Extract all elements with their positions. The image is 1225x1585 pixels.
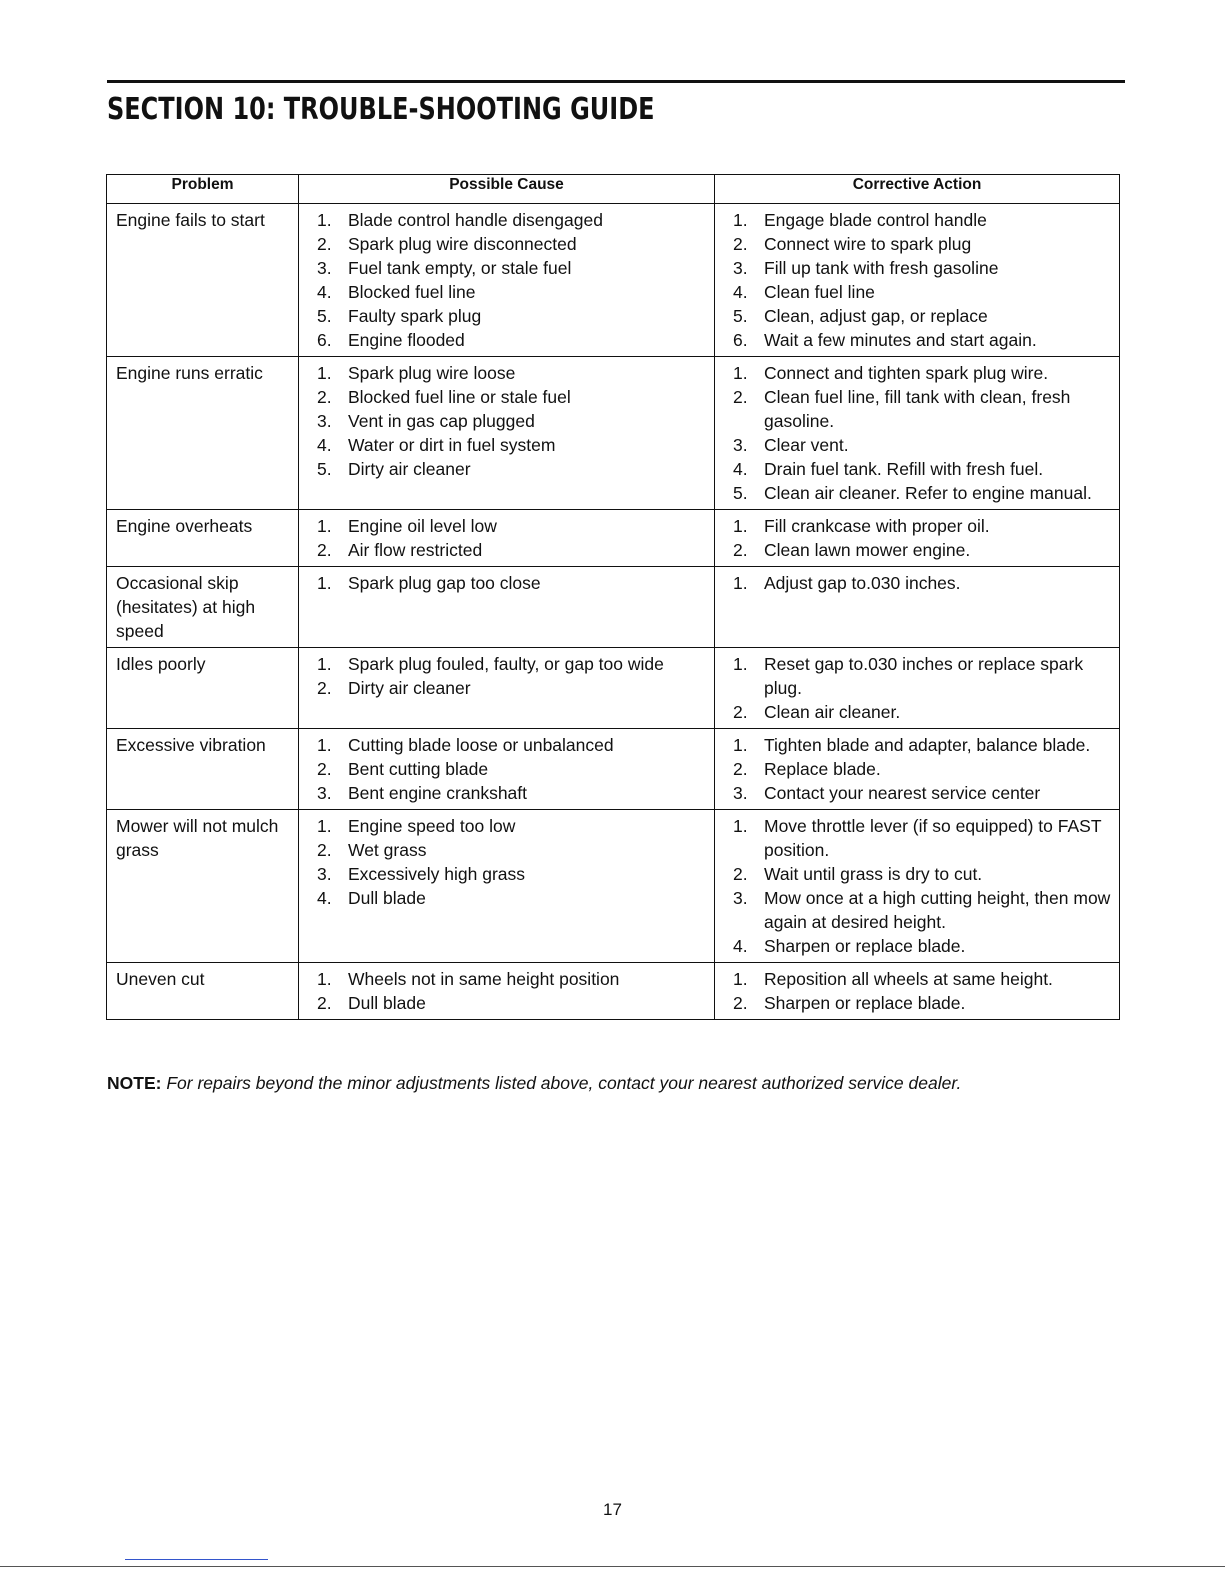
note-label: NOTE:	[107, 1073, 162, 1093]
cause-item	[308, 409, 708, 433]
step-number: 2.	[733, 234, 748, 254]
note-text: For repairs beyond the minor adjustments listed above, contact your nearest authorized service dealer.	[166, 1073, 962, 1093]
action-cell	[715, 567, 1120, 648]
step-number: 1.	[317, 969, 332, 989]
action-cell	[715, 963, 1120, 1020]
step-number: 6.	[733, 330, 748, 350]
cause-text: Dirty air cleaner	[348, 678, 471, 698]
step-number: 1.	[733, 573, 748, 593]
cause-item	[308, 838, 708, 862]
step-number: 1.	[317, 735, 332, 755]
step-number: 4.	[317, 888, 332, 908]
cause-text: Spark plug fouled, faulty, or gap too wide	[348, 654, 664, 674]
action-item	[724, 700, 1113, 724]
action-text: Mow once at a high cutting height, then mow again at desired height.	[764, 888, 1111, 932]
cause-text: Wet grass	[348, 840, 427, 860]
action-text: Wait a few minutes and start again.	[764, 330, 1037, 350]
table-header-row	[107, 175, 1120, 204]
cause-list	[308, 814, 708, 910]
problem-cell: Mower will not mulch grass	[107, 810, 299, 963]
action-item	[724, 934, 1113, 958]
cause-text: Water or dirt in fuel system	[348, 435, 556, 455]
cause-list	[308, 571, 708, 595]
step-number: 2.	[317, 840, 332, 860]
cause-cell	[299, 204, 715, 357]
step-number: 1.	[733, 363, 748, 383]
step-number: 1.	[733, 969, 748, 989]
action-item	[724, 481, 1113, 505]
action-item	[724, 991, 1113, 1015]
cause-cell	[299, 510, 715, 567]
action-item	[724, 256, 1113, 280]
cause-text: Dirty air cleaner	[348, 459, 471, 479]
action-list	[724, 652, 1113, 724]
cause-cell	[299, 648, 715, 729]
action-cell	[715, 204, 1120, 357]
cause-item	[308, 652, 708, 676]
step-number: 1.	[733, 516, 748, 536]
step-number: 2.	[317, 678, 332, 698]
step-number: 2.	[733, 759, 748, 779]
action-list	[724, 571, 1113, 595]
cause-cell	[299, 567, 715, 648]
cause-item	[308, 991, 708, 1015]
step-number: 1.	[317, 573, 332, 593]
step-number: 3.	[317, 783, 332, 803]
header-possible-cause: Possible Cause	[299, 175, 715, 204]
cause-list	[308, 208, 708, 352]
cause-cell	[299, 810, 715, 963]
step-number: 2.	[317, 540, 332, 560]
action-cell	[715, 357, 1120, 510]
cause-item	[308, 733, 708, 757]
cause-text: Blocked fuel line or stale fuel	[348, 387, 571, 407]
action-item	[724, 757, 1113, 781]
step-number: 1.	[733, 654, 748, 674]
cause-item	[308, 208, 708, 232]
action-text: Clean fuel line, fill tank with clean, fresh gasoline.	[764, 387, 1071, 431]
action-list	[724, 814, 1113, 958]
action-text: Clean air cleaner.	[764, 702, 901, 722]
cause-item	[308, 781, 708, 805]
cause-item	[308, 814, 708, 838]
action-text: Engage blade control handle	[764, 210, 987, 230]
action-list	[724, 733, 1113, 805]
step-number: 1.	[317, 816, 332, 836]
action-cell	[715, 510, 1120, 567]
action-item	[724, 538, 1113, 562]
cause-item	[308, 862, 708, 886]
action-text: Replace blade.	[764, 759, 881, 779]
action-text: Contact your nearest service center	[764, 783, 1041, 803]
table-row	[107, 357, 1120, 510]
step-number: 4.	[733, 459, 748, 479]
action-item	[724, 232, 1113, 256]
cause-text: Fuel tank empty, or stale fuel	[348, 258, 572, 278]
step-number: 5.	[733, 483, 748, 503]
cause-text: Bent engine crankshaft	[348, 783, 528, 803]
cause-item	[308, 571, 708, 595]
cause-text: Spark plug wire loose	[348, 363, 516, 383]
cause-list	[308, 967, 708, 1015]
step-number: 2.	[733, 864, 748, 884]
table-row	[107, 963, 1120, 1020]
cause-text: Bent cutting blade	[348, 759, 489, 779]
cause-text: Faulty spark plug	[348, 306, 482, 326]
action-item	[724, 433, 1113, 457]
step-number: 4.	[317, 282, 332, 302]
action-item	[724, 886, 1113, 934]
action-text: Reposition all wheels at same height.	[764, 969, 1053, 989]
cause-text: Spark plug gap too close	[348, 573, 541, 593]
cause-text: Blade control handle disengaged	[348, 210, 603, 230]
action-item	[724, 781, 1113, 805]
table-row	[107, 648, 1120, 729]
step-number: 3.	[317, 258, 332, 278]
step-number: 2.	[733, 540, 748, 560]
cause-item	[308, 385, 708, 409]
cause-item	[308, 280, 708, 304]
cause-item	[308, 256, 708, 280]
table-row	[107, 567, 1120, 648]
step-number: 3.	[733, 888, 748, 908]
cause-item	[308, 433, 708, 457]
step-number: 1.	[317, 210, 332, 230]
cause-text: Engine oil level low	[348, 516, 497, 536]
action-item	[724, 514, 1113, 538]
cause-item	[308, 304, 708, 328]
table-row	[107, 729, 1120, 810]
cause-item	[308, 232, 708, 256]
cause-text: Wheels not in same height position	[348, 969, 620, 989]
cause-item	[308, 676, 708, 700]
action-item	[724, 304, 1113, 328]
step-number: 4.	[317, 435, 332, 455]
action-cell	[715, 648, 1120, 729]
table-row	[107, 510, 1120, 567]
action-text: Fill up tank with fresh gasoline	[764, 258, 999, 278]
step-number: 5.	[317, 459, 332, 479]
step-number: 2.	[317, 759, 332, 779]
cause-text: Blocked fuel line	[348, 282, 476, 302]
step-number: 2.	[733, 993, 748, 1013]
action-item	[724, 967, 1113, 991]
step-number: 5.	[733, 306, 748, 326]
cause-list	[308, 361, 708, 481]
action-list	[724, 514, 1113, 562]
section-title: SECTION 10: TROUBLE-SHOOTING GUIDE	[107, 92, 655, 127]
action-text: Sharpen or replace blade.	[764, 936, 966, 956]
cause-text: Spark plug wire disconnected	[348, 234, 577, 254]
note	[107, 1073, 961, 1094]
action-list	[724, 361, 1113, 505]
step-number: 2.	[317, 387, 332, 407]
action-item	[724, 457, 1113, 481]
cause-cell	[299, 963, 715, 1020]
step-number: 2.	[317, 993, 332, 1013]
step-number: 3.	[317, 411, 332, 431]
action-text: Wait until grass is dry to cut.	[764, 864, 983, 884]
table-body	[107, 204, 1120, 1020]
step-number: 1.	[317, 654, 332, 674]
bottom-link-rule	[125, 1559, 268, 1560]
action-text: Connect wire to spark plug	[764, 234, 972, 254]
cause-item	[308, 514, 708, 538]
action-item	[724, 208, 1113, 232]
action-cell	[715, 729, 1120, 810]
action-item	[724, 862, 1113, 886]
action-text: Connect and tighten spark plug wire.	[764, 363, 1049, 383]
problem-cell: Uneven cut	[107, 963, 299, 1020]
action-list	[724, 208, 1113, 352]
action-text: Move throttle lever (if so equipped) to FAST position.	[764, 816, 1102, 860]
step-number: 6.	[317, 330, 332, 350]
action-text: Tighten blade and adapter, balance blade.	[764, 735, 1091, 755]
action-item	[724, 385, 1113, 433]
cause-text: Air flow restricted	[348, 540, 483, 560]
step-number: 1.	[317, 363, 332, 383]
cause-item	[308, 967, 708, 991]
cause-cell	[299, 729, 715, 810]
table-row	[107, 810, 1120, 963]
action-text: Clean air cleaner. Refer to engine manual.	[764, 483, 1092, 503]
action-item	[724, 280, 1113, 304]
problem-cell: Engine fails to start	[107, 204, 299, 357]
step-number: 5.	[317, 306, 332, 326]
cause-item	[308, 538, 708, 562]
header-problem: Problem	[107, 175, 299, 204]
step-number: 1.	[317, 516, 332, 536]
cause-text: Engine flooded	[348, 330, 465, 350]
action-text: Clean lawn mower engine.	[764, 540, 971, 560]
action-text: Clean, adjust gap, or replace	[764, 306, 988, 326]
header-corrective-action: Corrective Action	[715, 175, 1120, 204]
cause-list	[308, 514, 708, 562]
action-text: Drain fuel tank. Refill with fresh fuel.	[764, 459, 1044, 479]
step-number: 3.	[733, 435, 748, 455]
action-text: Clean fuel line	[764, 282, 875, 302]
action-text: Fill crankcase with proper oil.	[764, 516, 990, 536]
cause-item	[308, 886, 708, 910]
step-number: 1.	[733, 735, 748, 755]
cause-item	[308, 328, 708, 352]
bottom-rule	[0, 1566, 1225, 1567]
cause-text: Dull blade	[348, 993, 426, 1013]
cause-item	[308, 361, 708, 385]
action-list	[724, 967, 1113, 1015]
top-rule	[107, 80, 1125, 83]
step-number: 4.	[733, 936, 748, 956]
action-text: Reset gap to.030 inches or replace spark plug.	[764, 654, 1084, 698]
problem-cell: Occasional skip (hesitates) at high speed	[107, 567, 299, 648]
action-item	[724, 361, 1113, 385]
problem-cell: Engine runs erratic	[107, 357, 299, 510]
problem-cell: Idles poorly	[107, 648, 299, 729]
step-number: 3.	[733, 258, 748, 278]
cause-cell	[299, 357, 715, 510]
troubleshooting-table	[106, 174, 1120, 1020]
cause-list	[308, 652, 708, 700]
action-text: Sharpen or replace blade.	[764, 993, 966, 1013]
problem-cell: Engine overheats	[107, 510, 299, 567]
step-number: 2.	[733, 387, 748, 407]
action-text: Clear vent.	[764, 435, 849, 455]
action-item	[724, 733, 1113, 757]
action-text: Adjust gap to.030 inches.	[764, 573, 961, 593]
step-number: 2.	[733, 702, 748, 722]
cause-text: Engine speed too low	[348, 816, 516, 836]
cause-item	[308, 757, 708, 781]
page-number: 17	[603, 1500, 622, 1519]
action-cell	[715, 810, 1120, 963]
step-number: 3.	[317, 864, 332, 884]
table-row	[107, 204, 1120, 357]
step-number: 4.	[733, 282, 748, 302]
cause-list	[308, 733, 708, 805]
action-item	[724, 652, 1113, 700]
step-number: 1.	[733, 816, 748, 836]
cause-text: Dull blade	[348, 888, 426, 908]
action-item	[724, 814, 1113, 862]
step-number: 3.	[733, 783, 748, 803]
problem-cell: Excessive vibration	[107, 729, 299, 810]
cause-text: Excessively high grass	[348, 864, 526, 884]
cause-item	[308, 457, 708, 481]
action-item	[724, 328, 1113, 352]
action-item	[724, 571, 1113, 595]
step-number: 1.	[733, 210, 748, 230]
cause-text: Cutting blade loose or unbalanced	[348, 735, 614, 755]
step-number: 2.	[317, 234, 332, 254]
cause-text: Vent in gas cap plugged	[348, 411, 535, 431]
